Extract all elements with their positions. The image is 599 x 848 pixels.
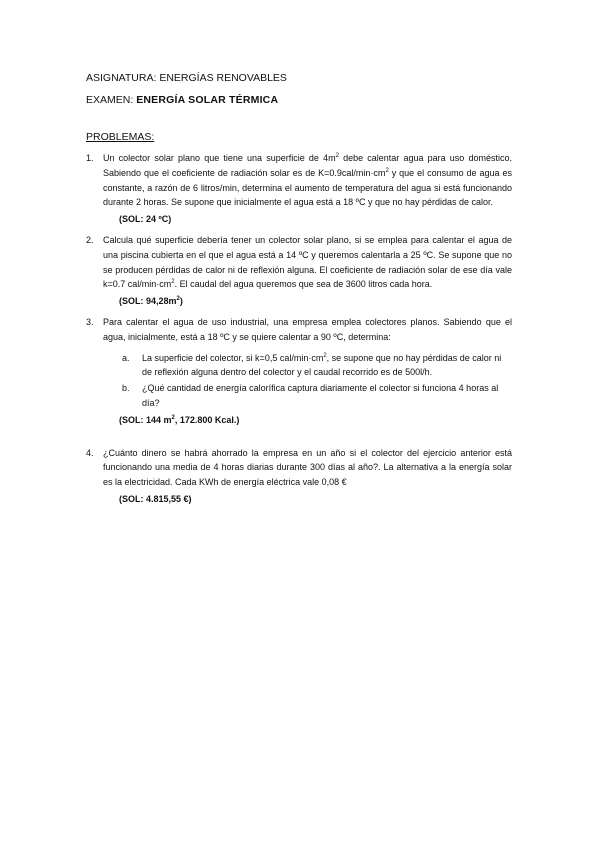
- subject-line: [86, 72, 526, 85]
- solution-part: , 172.800 Kcal.): [174, 414, 240, 425]
- text-part: Un colector solar plano que tiene una superficie de 4m: [103, 153, 336, 163]
- problem-solution: [103, 294, 512, 309]
- spacer: [86, 434, 512, 446]
- subject-value: ENERGÍAS RENOVABLES: [159, 72, 287, 84]
- exam-label: EXAMEN:: [86, 94, 134, 106]
- superscript: 2: [323, 352, 327, 359]
- problem-number: 3.: [86, 316, 94, 327]
- problem-text: [103, 233, 512, 292]
- section-title: PROBLEMAS:: [86, 131, 155, 143]
- solution-part: (SOL: 144 m: [119, 414, 172, 425]
- solution-part: ): [179, 296, 183, 307]
- problem-1: [86, 151, 512, 227]
- exam-line: [86, 94, 526, 107]
- text-part: y que el consumo de agua es constante, a razón de 6 litros/min, determina el aumento de temperatura del agua si está funcionando durante 2 horas. Se supone que inicialmente el agua está a 18 ºC y que no hay pérdidas de calor.: [103, 167, 512, 208]
- subject-label: ASIGNATURA:: [86, 72, 157, 84]
- problem-number: 1.: [86, 153, 94, 163]
- sub-item-text: ¿Qué cantidad de energía calorífica captura diariamente el colector si funciona 4 horas al día?: [142, 383, 499, 408]
- sub-item-letter: a.: [122, 352, 130, 363]
- exam-value: ENERGÍA SOLAR TÉRMICA: [136, 94, 279, 106]
- superscript: 2: [385, 167, 389, 174]
- superscript: 2: [335, 153, 339, 159]
- sub-item-letter: b.: [122, 383, 130, 394]
- problem-text: Para calentar el agua de uso industrial, una empresa emplea colectores planos. Sabiendo que el agua, inicialmente, está a 18 ºC y se quiere calentar a 90 ºC, determina:: [103, 316, 512, 342]
- problem-number: 4.: [86, 447, 94, 458]
- superscript: 2: [171, 414, 175, 421]
- text-part: La superficie del colector, si k=0,5 cal/min·cm: [142, 352, 324, 363]
- problem-4: [86, 446, 512, 507]
- superscript: 2: [176, 296, 180, 303]
- problem-text: [103, 151, 512, 210]
- sub-item-b: [86, 381, 512, 411]
- solution-part: (SOL: 94,28m: [119, 296, 177, 307]
- sub-item-a: [86, 351, 512, 381]
- problem-solution: [103, 413, 512, 428]
- text-part: debe calentar agua para uso doméstico. Sabiendo que el coeficiente de radiación solar es de K=0.9cal/min·cm: [103, 153, 512, 178]
- sub-item-text: [142, 351, 512, 381]
- text-part: , se supone que no hay pérdidas de calor ni de reflexión alguna dentro del colector y el caudal recorrido es de 500l/h.: [142, 352, 502, 378]
- text-part: Calcula qué superficie debería tener un colector solar plano, si se emplea para calentar el agua de una piscina cubierta en el que el agua está a 14 ºC y queremos calentarla a 25 ºC. Se supone que no se producen pérdidas de calor ni de reflexión alguna. El coeficiente de radiación solar de ese día vale k=0.7 cal/min·cm: [103, 234, 512, 290]
- problem-text: ¿Cuánto dinero se habrá ahorrado la empresa en un año si el colector del ejercicio anterior está funcionando una media de 4 horas diarias durante 300 días al año?. La alternativa a la energía solar es la electricidad. Cada KWh de energía eléctrica vale 0,08 €: [103, 447, 512, 488]
- problem-2: [86, 233, 512, 309]
- problem-list: [86, 151, 512, 513]
- exam-header: [86, 72, 526, 116]
- superscript: 2: [171, 279, 175, 286]
- text-part: . El caudal del agua queremos que sea de 3600 litros cada hora.: [174, 279, 433, 290]
- problem-number: 2.: [86, 234, 94, 245]
- problem-3: [86, 315, 512, 345]
- problem-3-solution-row: [86, 413, 512, 428]
- problem-solution: (SOL: 24 ºC): [119, 214, 172, 225]
- problem-solution: (SOL: 4.815,55 €): [119, 493, 192, 504]
